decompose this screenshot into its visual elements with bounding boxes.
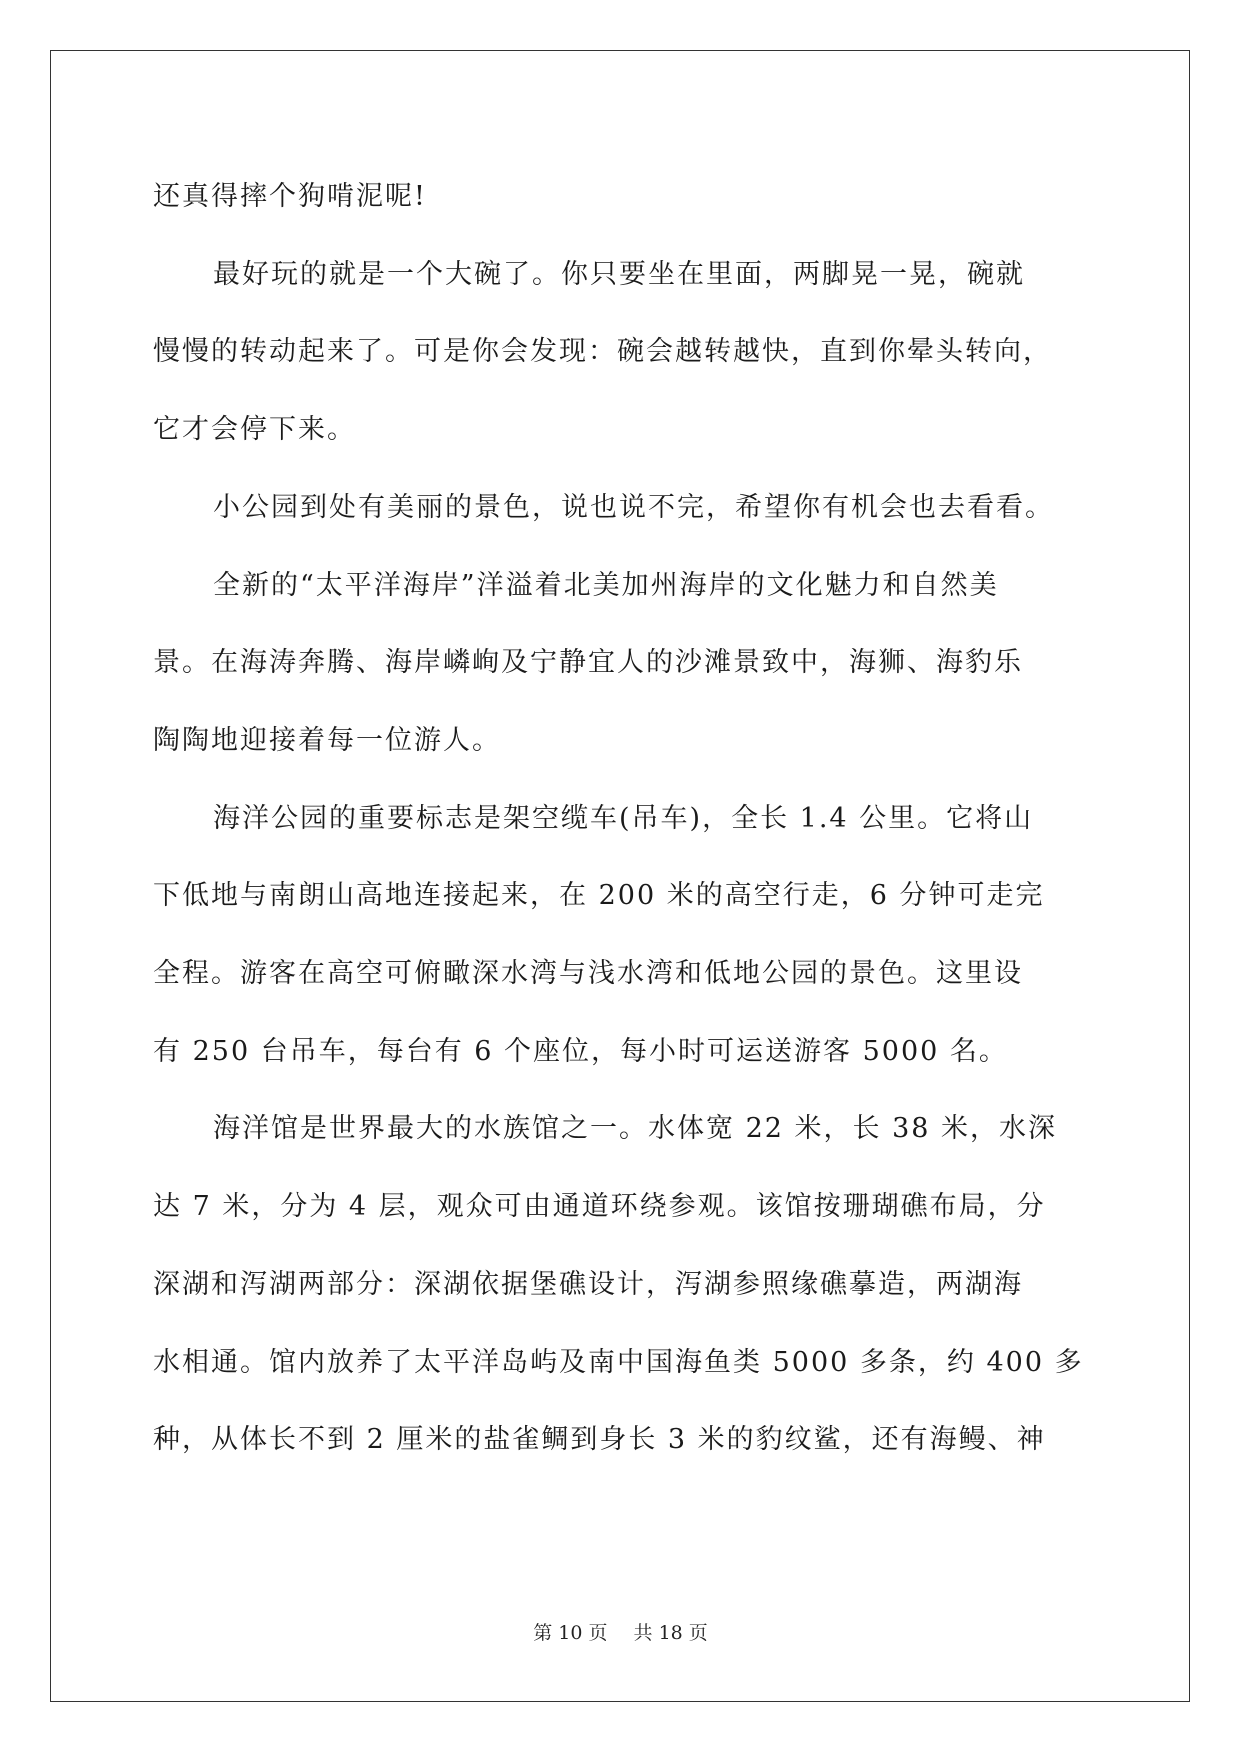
text-line: 它才会停下来。 — [153, 414, 356, 446]
paragraph — [153, 1090, 1093, 1479]
text-line: 全程。游客在高空可俯瞰深水湾与浅水湾和低地公园的景色。这里设 — [153, 958, 1023, 990]
text-line: 深湖和泻湖两部分：深湖依据堡礁设计，泻湖参照缘礁摹造，两湖海 — [153, 1268, 1023, 1300]
text-line: 有 250 台吊车，每台有 6 个座位，每小时可运送游客 5000 名。 — [153, 1035, 1008, 1067]
document-body — [153, 158, 1093, 1479]
text-line: 景。在海涛奔腾、海岸嶙峋及宁静宜人的沙滩景致中，海狮、海豹乐 — [153, 647, 1023, 679]
text-line: 水相通。馆内放养了太平洋岛屿及南中国海鱼类 5000 多条，约 400 多 — [153, 1346, 1084, 1378]
text-line: 陶陶地迎接着每一位游人。 — [153, 724, 501, 756]
text-line: 下低地与南朗山高地连接起来，在 200 米的高空行走，6 分钟可走完 — [153, 880, 1045, 912]
paragraph — [153, 780, 1093, 1091]
page-number: 第 10 页 — [533, 1622, 608, 1644]
total-pages: 共 18 页 — [633, 1622, 708, 1644]
paragraph — [153, 236, 1093, 469]
page-footer — [0, 1621, 1241, 1645]
text-line: 慢慢的转动起来了。可是你会发现：碗会越转越快，直到你晕头转向， — [153, 336, 1052, 368]
text-line: 海洋公园的重要标志是架空缆车(吊车)，全长 1.4 公里。它将山 — [213, 802, 1034, 834]
text-line: 还真得摔个狗啃泥呢! — [153, 181, 427, 212]
paragraph — [153, 547, 1093, 780]
paragraph — [153, 469, 1093, 547]
paragraph — [153, 158, 1093, 236]
text-line: 种，从体长不到 2 厘米的盐雀鲷到身长 3 米的豹纹鲨，还有海鳗、神 — [153, 1424, 1046, 1456]
text-line: 小公园到处有美丽的景色，说也说不完，希望你有机会也去看看。 — [213, 491, 1054, 523]
text-line: 全新的“太平洋海岸”洋溢着北美加州海岸的文化魅力和自然美 — [213, 569, 999, 601]
text-line: 达 7 米，分为 4 层，观众可由通道环绕参观。该馆按珊瑚礁布局，分 — [153, 1191, 1046, 1223]
text-line: 最好玩的就是一个大碗了。你只要坐在里面，两脚晃一晃，碗就 — [213, 258, 1025, 290]
text-line: 海洋馆是世界最大的水族馆之一。水体宽 22 米，长 38 米，水深 — [213, 1113, 1058, 1145]
